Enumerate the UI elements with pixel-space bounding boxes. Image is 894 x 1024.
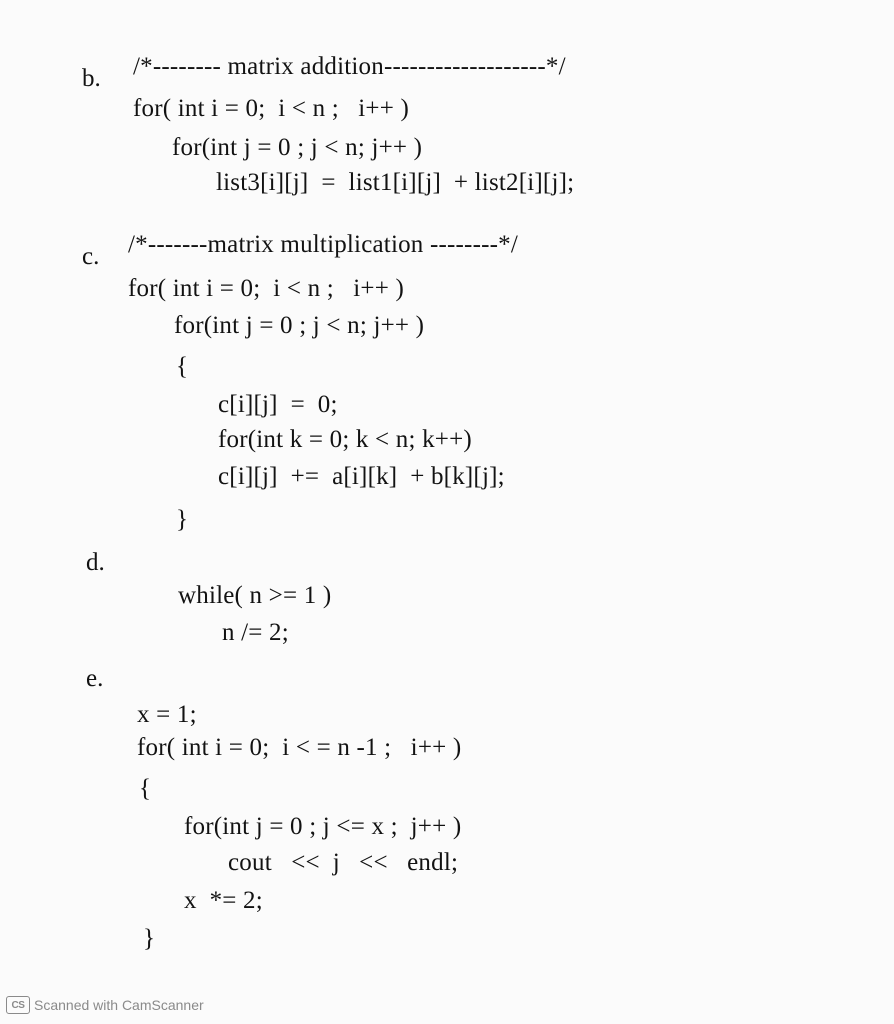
code-open-brace: {	[139, 775, 152, 802]
code-open-brace: {	[176, 353, 189, 380]
code-line-cout: cout << j << endl;	[228, 849, 459, 876]
code-line-outer-loop: for( int i = 0; i < n ; i++ )	[128, 275, 404, 302]
code-close-brace: }	[143, 925, 156, 952]
watermark-text: Scanned with CamScanner	[34, 997, 204, 1013]
code-line-x-init: x = 1;	[137, 701, 197, 728]
code-comment-matrix-multiplication: /*-------matrix multiplication --------*/	[128, 231, 518, 258]
code-line-inner-loop: for(int j = 0 ; j < n; j++ )	[172, 134, 423, 161]
code-line-x-double: x *= 2;	[184, 887, 263, 914]
camscanner-logo-icon: CS	[6, 996, 30, 1014]
code-close-brace: }	[176, 506, 189, 533]
section-label-d: d.	[86, 549, 105, 576]
code-line-outer-loop: for( int i = 0; i < n ; i++ )	[133, 95, 409, 122]
section-label-b: b.	[82, 65, 101, 92]
code-line-outer-loop: for( int i = 0; i < = n -1 ; i++ )	[137, 734, 462, 761]
code-line-init-c: c[i][j] = 0;	[218, 391, 338, 418]
code-line-k-loop: for(int k = 0; k < n; k++)	[218, 426, 472, 453]
code-line-while: while( n >= 1 )	[178, 582, 332, 609]
section-label-c: c.	[82, 243, 100, 270]
code-line-addition-statement: list3[i][j] = list1[i][j] + list2[i][j];	[216, 169, 575, 196]
camscanner-watermark	[6, 994, 204, 1016]
code-line-inner-loop: for(int j = 0 ; j <= x ; j++ )	[184, 813, 462, 840]
code-line-inner-loop: for(int j = 0 ; j < n; j++ )	[174, 312, 425, 339]
code-comment-matrix-addition: /*-------- matrix addition-------------------*/	[133, 53, 566, 80]
section-label-e: e.	[86, 665, 104, 692]
code-line-accumulate: c[i][j] += a[i][k] + b[k][j];	[218, 463, 505, 490]
code-line-divide: n /= 2;	[222, 619, 289, 646]
